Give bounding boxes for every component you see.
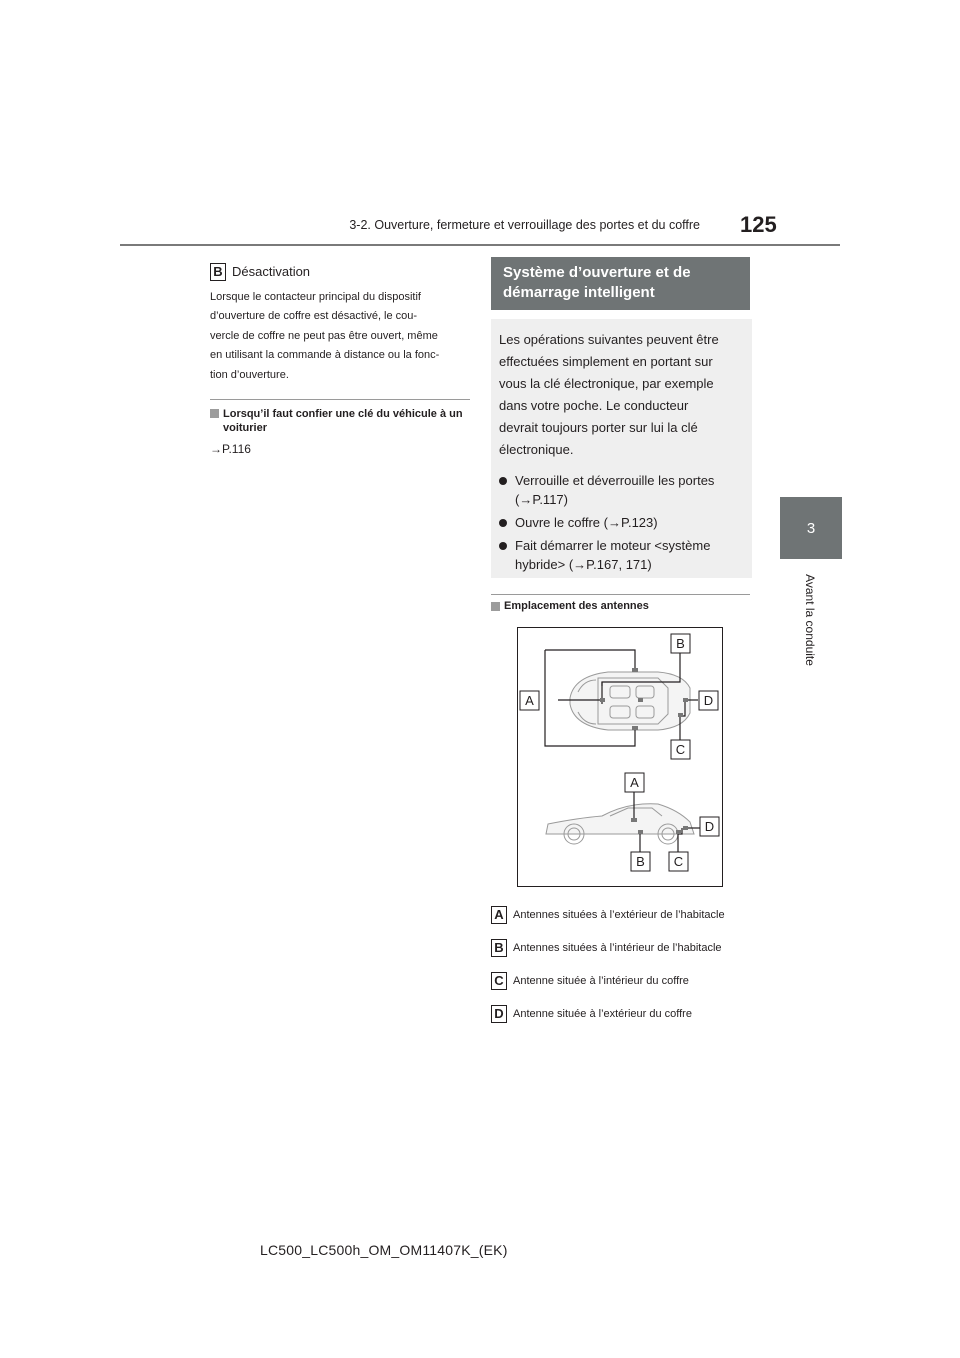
intro-line: effectuées simplement en portant sur	[499, 354, 713, 369]
valet-heading	[210, 407, 470, 435]
valet-title: Lorsqu’il faut confier une clé du véhicule à un voiturier	[223, 408, 463, 434]
label-d-side: D	[704, 819, 715, 834]
feature-item	[499, 536, 744, 574]
label-d-top: D	[703, 693, 714, 708]
deactivation-line: vercle de coffre ne peut pas être ouvert, même	[210, 329, 438, 342]
chapter-number: 3	[806, 519, 816, 537]
deactivation-line: d’ouverture de coffre est désactivé, le cou-	[210, 310, 418, 322]
badge-d: D	[491, 1005, 507, 1023]
bullet-icon	[499, 542, 507, 550]
legend-row	[491, 997, 771, 1030]
right-divider	[491, 594, 750, 595]
deactivation-line: Lorsque le contacteur principal du dispositif	[210, 290, 421, 303]
smart-system-title: Système d’ouverture et de démarrage intelligent	[491, 257, 750, 310]
legend-text: Antenne située à l’intérieur du coffre	[513, 974, 689, 987]
badge-b: B	[210, 263, 226, 281]
antenna-legend	[491, 898, 771, 1030]
feature-item	[499, 471, 744, 509]
page-number: 125	[740, 212, 777, 237]
section-title: 3-2. Ouverture, fermeture et verrouillage des portes et du coffre	[349, 218, 700, 232]
legend-text: Antennes situées à l’extérieur de l’habitacle	[513, 908, 725, 921]
bullet-icon	[499, 519, 507, 527]
square-bullet-icon	[491, 602, 500, 611]
antenna-diagram	[517, 627, 723, 887]
legend-text: Antenne située à l’extérieur du coffre	[513, 1007, 692, 1020]
deactivation-body	[210, 288, 470, 386]
intro-line: électronique.	[499, 442, 574, 457]
bullet-icon	[499, 477, 507, 485]
chapter-label: Avant la conduite	[803, 574, 818, 666]
badge-a: A	[491, 906, 507, 924]
feature-item	[499, 513, 744, 532]
label-b-top: B	[676, 636, 685, 651]
feature-list	[499, 471, 744, 574]
chapter-tab	[780, 497, 842, 559]
label-a-side: A	[630, 775, 639, 790]
car-side-view	[546, 804, 694, 844]
legend-row	[491, 931, 771, 964]
label-c-side: C	[673, 854, 684, 869]
feature-text[interactable]: Fait démarrer le moteur <système hybride> (→P.167, 171)	[515, 538, 711, 572]
label-a-top: A	[525, 693, 534, 708]
intro-line: vous la clé électronique, par exemple	[499, 376, 714, 391]
smart-system-intro	[499, 329, 744, 461]
intro-line: devrait toujours porter sur lui la clé	[499, 420, 698, 435]
legend-row	[491, 898, 771, 931]
header-divider	[120, 244, 840, 246]
intro-line: dans votre poche. Le conducteur	[499, 398, 689, 413]
antenna-heading: Emplacement des antennes	[504, 600, 649, 612]
badge-b: B	[491, 939, 507, 957]
square-bullet-icon	[210, 409, 219, 418]
deactivation-line: en utilisant la commande à distance ou la fonc-	[210, 349, 440, 361]
car-top-view	[570, 672, 690, 730]
antenna-heading-row	[491, 600, 649, 612]
left-divider	[210, 399, 470, 400]
intro-line: Les opérations suivantes peuvent être	[499, 332, 719, 347]
legend-text: Antennes situées à l’intérieur de l’habitacle	[513, 941, 722, 954]
deactivation-title: Désactivation	[232, 264, 311, 279]
feature-text[interactable]: Verrouille et déverrouille les portes (→P.117)	[515, 473, 715, 507]
smart-system-box	[491, 319, 752, 578]
deactivation-section	[210, 262, 470, 385]
badge-c: C	[491, 972, 507, 990]
chapter-label-container	[778, 560, 842, 680]
label-c-top: C	[675, 742, 686, 757]
deactivation-line: tion d’ouverture.	[210, 368, 289, 381]
label-b-side: B	[636, 854, 645, 869]
feature-text[interactable]: Ouvre le coffre (→P.123)	[515, 515, 658, 530]
valet-page-ref[interactable]: →P.116	[210, 442, 251, 456]
deactivation-title-row	[210, 262, 470, 282]
document-code: LC500_LC500h_OM_OM11407K_(EK)	[260, 1242, 508, 1258]
legend-row	[491, 964, 771, 997]
car-antenna-illustration	[518, 628, 721, 885]
